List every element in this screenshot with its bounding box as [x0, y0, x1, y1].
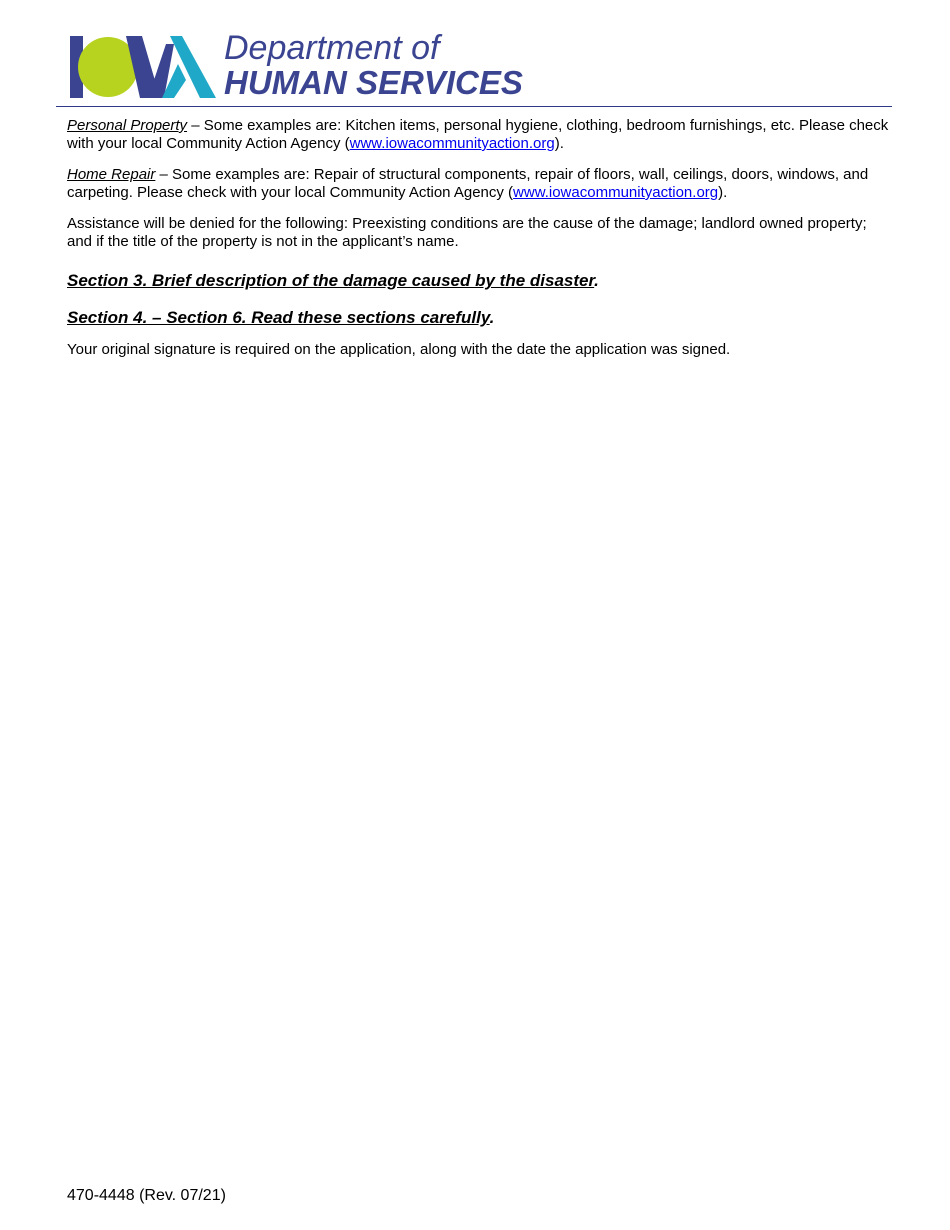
home-repair-text-end: ). — [718, 184, 728, 201]
section-4-suffix: . — [489, 308, 495, 327]
home-repair-text: – Some examples are: Repair of structural components, repair of floors, wall, ceilings, doors, windows, and carpeting. Please check with your local Community Action Agency ( — [67, 166, 869, 201]
dept-title-line2: HUMAN SERVICES — [224, 64, 523, 101]
dept-title-line1: Department of — [224, 29, 440, 67]
document-body — [67, 117, 889, 359]
community-action-link[interactable]: www.iowacommunityaction.org — [349, 135, 555, 152]
section-3-heading — [67, 271, 889, 291]
header-divider — [56, 106, 892, 107]
personal-property-label: Personal Property — [67, 117, 188, 134]
community-action-link[interactable]: www.iowacommunityaction.org — [513, 184, 719, 201]
denial-paragraph: Assistance will be denied for the following: Preexisting conditions are the cause of the damage; landlord owned property; and if the title of the property is not in the applicant’s name. — [67, 215, 867, 250]
section-3-title: Section 3. Brief description of the damage caused by the disaster — [67, 271, 595, 290]
signature-paragraph: Your original signature is required on the application, along with the date the application was signed. — [67, 341, 731, 358]
section-4-title: Section 4. – Section 6. Read these sections carefully — [67, 308, 490, 327]
iowa-logo — [70, 34, 218, 100]
personal-property-paragraph — [67, 117, 889, 153]
personal-property-text: – Some examples are: Kitchen items, personal hygiene, clothing, bedroom furnishings, etc. Please check with your local Community Action Agency ( — [67, 117, 889, 152]
section-4-heading — [67, 308, 889, 328]
personal-property-text-end: ). — [554, 135, 564, 152]
form-number-footer: 470-4448 (Rev. 07/21) — [67, 1187, 226, 1204]
section-3-suffix: . — [594, 271, 599, 290]
page-header — [0, 0, 950, 110]
home-repair-label: Home Repair — [67, 166, 156, 183]
home-repair-paragraph — [67, 166, 889, 202]
